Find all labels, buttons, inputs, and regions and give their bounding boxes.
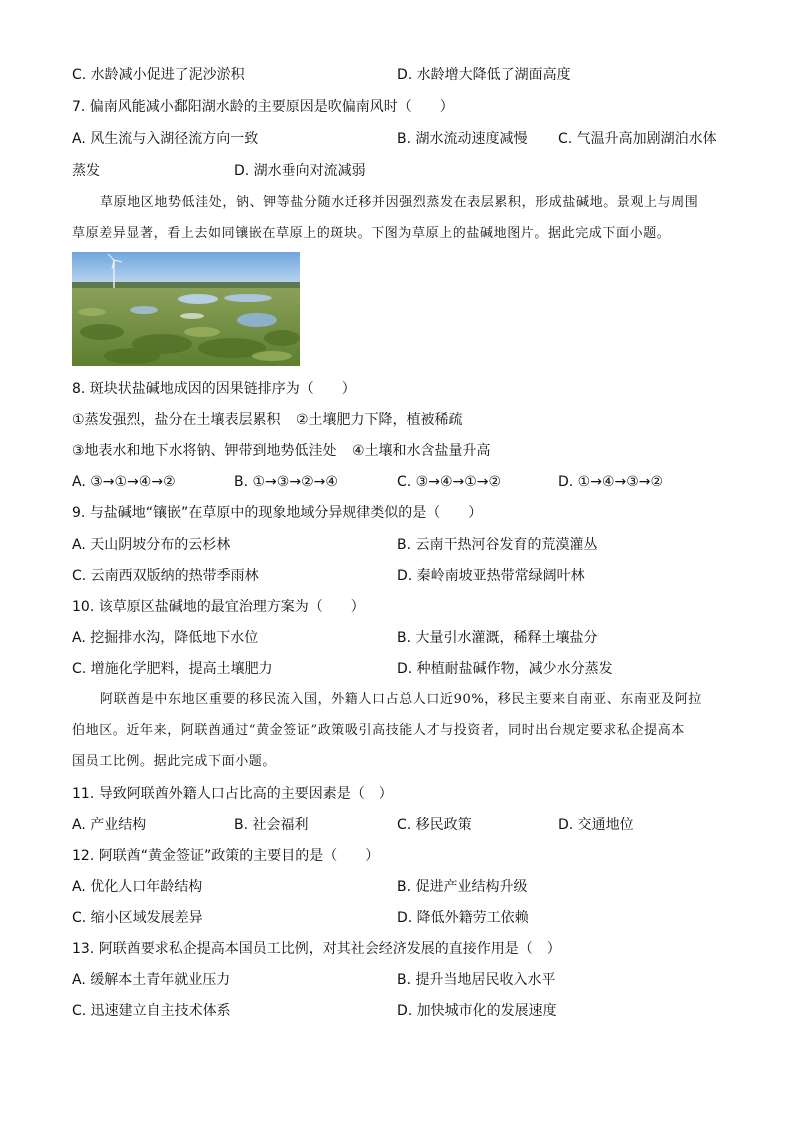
q7-option-b: B. 湖水流动速度减慢 <box>397 131 528 147</box>
q10-option-a: A. 挖掘排水沟，降低地下水位 <box>72 630 259 646</box>
q13-option-c: C. 迅速建立自主技术体系 <box>72 1003 231 1019</box>
q10-option-b: B. 大量引水灌溉，稀释土壤盐分 <box>397 630 598 646</box>
q12-option-d: D. 降低外籍劳工依赖 <box>397 910 529 926</box>
q8-option-c: C. ③→④→①→② <box>397 474 502 490</box>
q9-option-a: A. 天山阴坡分布的云杉林 <box>72 537 231 553</box>
q8-option-b: B. ①→③→②→④ <box>234 474 338 490</box>
q11-option-d: D. 交通地位 <box>558 817 634 833</box>
q10-stem: 10. 该草原区盐碱地的最宜治理方案为（ ） <box>72 599 365 615</box>
q6-option-c: C. 水龄减小促进了泥沙淤积 <box>72 67 245 83</box>
q12-option-a: A. 优化人口年龄结构 <box>72 879 203 895</box>
q13-stem: 13. 阿联酋要求私企提高本国员工比例，对其社会经济发展的直接作用是（ ） <box>72 941 561 957</box>
q6-option-d: D. 水龄增大降低了湖面高度 <box>397 67 571 83</box>
passage2-line3: 国员工比例。据此完成下面小题。 <box>72 754 277 769</box>
q8-stem: 8. 斑块状盐碱地成因的因果链排序为（ ） <box>72 381 356 397</box>
q13-option-b: B. 提升当地居民收入水平 <box>397 972 556 988</box>
q7-option-c-continued: 蒸发 <box>72 163 100 179</box>
q8-item-1: ①蒸发强烈，盐分在土壤表层累积 <box>72 412 281 428</box>
q8-option-d: D. ①→④→③→② <box>558 474 664 490</box>
q11-option-a: A. 产业结构 <box>72 817 147 833</box>
q12-option-b: B. 促进产业结构升级 <box>397 879 528 895</box>
q7-option-c: C. 气温升高加剧湖泊水体 <box>558 131 717 147</box>
passage1-line1: 草原地区地势低洼处，钠、钾等盐分随水迁移并因强烈蒸发在表层累积，形成盐碱地。景观上与周围 <box>100 195 699 210</box>
q7-option-a: A. 风生流与入湖径流方向一致 <box>72 131 259 147</box>
q10-option-d: D. 种植耐盐碱作物，减少水分蒸发 <box>397 661 613 677</box>
q8-item-2: ②土壤肥力下降，植被稀疏 <box>296 412 463 428</box>
q11-option-c: C. 移民政策 <box>397 817 472 833</box>
q9-stem: 9. 与盐碱地“镶嵌”在草原中的现象地域分异规律类似的是（ ） <box>72 505 483 521</box>
q11-stem: 11. 导致阿联酋外籍人口占比高的主要因素是（ ） <box>72 786 393 802</box>
q9-option-d: D. 秦岭南坡亚热带常绿阔叶林 <box>397 568 585 584</box>
q11-option-b: B. 社会福利 <box>234 817 309 833</box>
q13-option-d: D. 加快城市化的发展速度 <box>397 1003 557 1019</box>
q7-option-d: D. 湖水垂向对流减弱 <box>234 163 366 179</box>
q10-option-c: C. 增施化学肥料，提高土壤肥力 <box>72 661 273 677</box>
saline-land-photo <box>72 252 300 366</box>
q9-option-c: C. 云南西双版纳的热带季雨林 <box>72 568 259 584</box>
q8-option-a: A. ③→①→④→② <box>72 474 176 490</box>
passage2-line1: 阿联酋是中东地区重要的移民流入国，外籍人口占总人口近90%，移民主要来自南亚、东南亚及阿拉 <box>100 692 702 707</box>
q13-option-a: A. 缓解本土青年就业压力 <box>72 972 231 988</box>
passage2-line2: 伯地区。近年来，阿联酋通过“黄金签证”政策吸引高技能人才与投资者，同时出台规定要求私企提高本 <box>72 723 685 738</box>
q12-stem: 12. 阿联酋“黄金签证”政策的主要目的是（ ） <box>72 848 380 864</box>
q8-item-3: ③地表水和地下水将钠、钾带到地势低洼处 <box>72 443 337 459</box>
q7-stem: 7. 偏南风能减小鄱阳湖水龄的主要原因是吹偏南风时（ ） <box>72 99 454 115</box>
passage1-line2: 草原差异显著，看上去如同镶嵌在草原上的斑块。下图为草原上的盐碱地图片。据此完成下面小题。 <box>72 226 671 241</box>
q9-option-b: B. 云南干热河谷发育的荒漠灌丛 <box>397 537 598 553</box>
q12-option-c: C. 缩小区域发展差异 <box>72 910 203 926</box>
q8-item-4: ④土壤和水含盐量升高 <box>352 443 491 459</box>
